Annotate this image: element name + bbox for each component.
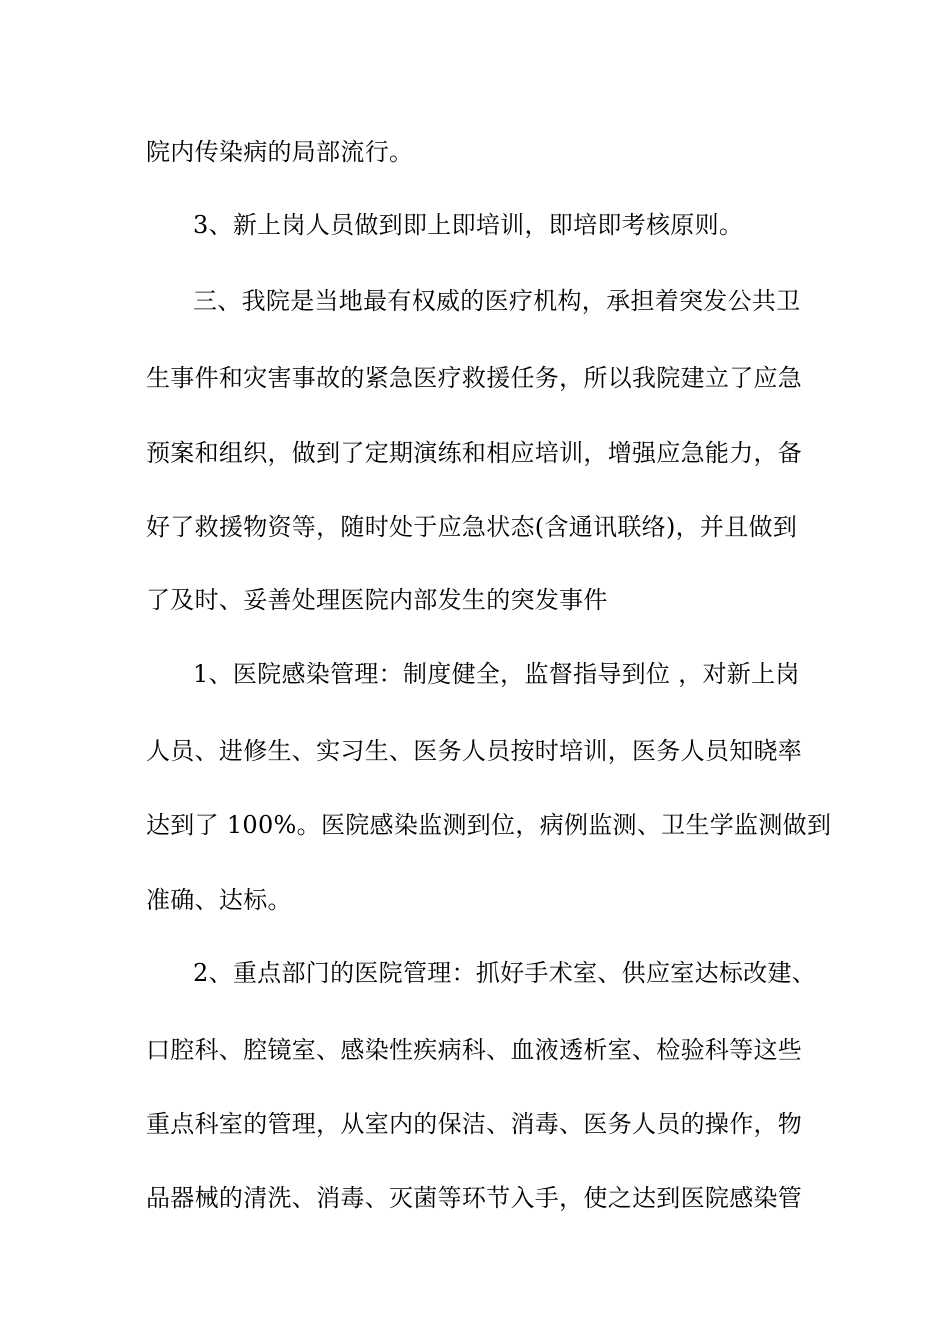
text-line: 品器械的清洗、消毒、灭菌等环节入手，使之达到医院感染管 — [146, 1184, 803, 1212]
text-line: 2、重点部门的医院管理：抓好手术室、供应室达标改建、 — [193, 959, 817, 987]
text-line: 人员、进修生、实习生、医务人员按时培训，医务人员知晓率 — [146, 737, 803, 765]
text-line: 生事件和灾害事故的紧急医疗救援任务，所以我院建立了应急 — [146, 364, 803, 392]
text-line: 达到了 100%。医院感染监测到位，病例监测、卫生学监测做到 — [146, 811, 832, 839]
text-line: 重点科室的管理，从室内的保洁、消毒、医务人员的操作，物 — [146, 1110, 803, 1138]
text-line: 1、医院感染管理：制度健全，监督指导到位 ，对新上岗 — [193, 660, 800, 688]
text-line: 好了救援物资等，随时处于应急状态(含通讯联络)，并且做到 — [146, 513, 798, 541]
text-line: 预案和组织，做到了定期演练和相应培训，增强应急能力，备 — [146, 439, 803, 467]
text-line: 了及时、妥善处理医院内部发生的突发事件 — [146, 586, 608, 614]
text-line: 3、新上岗人员做到即上即培训，即培即考核原则。 — [193, 211, 744, 239]
text-line: 口腔科、腔镜室、感染性疾病科、血液透析室、检验科等这些 — [146, 1036, 803, 1064]
text-line: 准确、达标。 — [146, 886, 292, 914]
text-line: 三、我院是当地最有权威的医疗机构，承担着突发公共卫 — [193, 287, 801, 315]
text-line: 院内传染病的局部流行。 — [146, 138, 414, 166]
